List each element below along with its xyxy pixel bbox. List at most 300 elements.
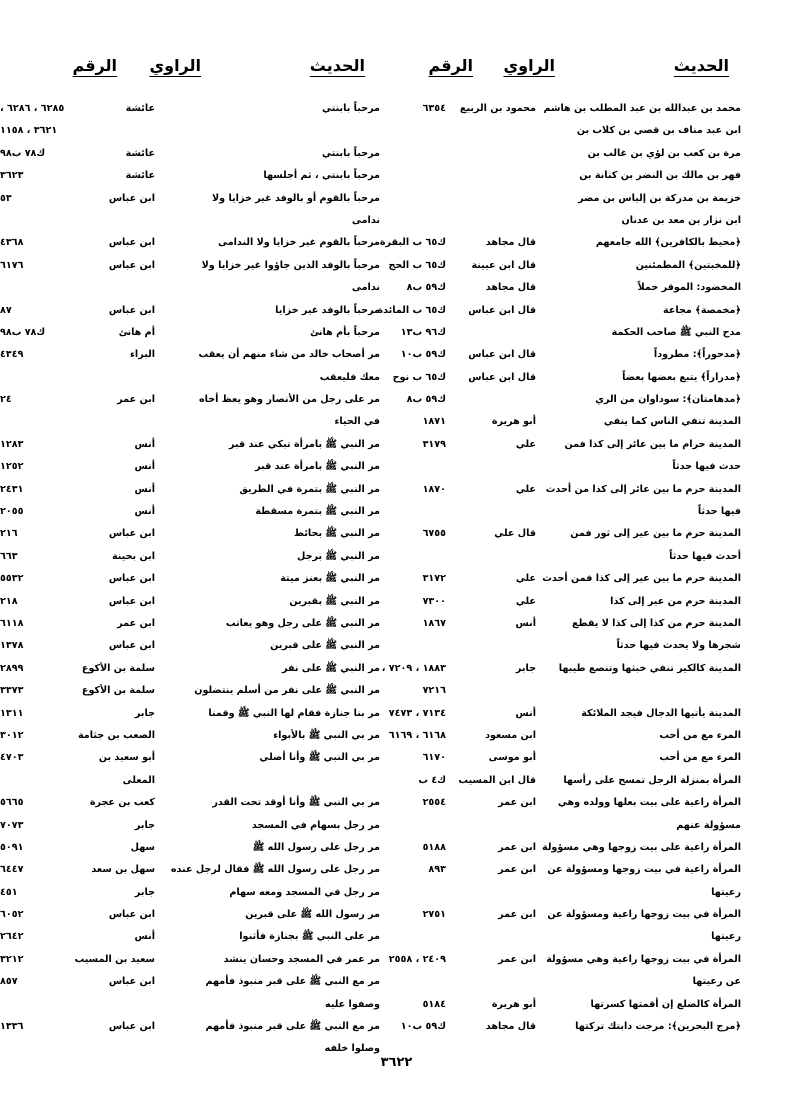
page-number: ٣٦٢٢ xyxy=(380,1055,413,1070)
index-row xyxy=(0,568,380,590)
index-row xyxy=(361,971,741,993)
rawi-text: سهل بن سعد xyxy=(91,864,155,876)
rawi-text: ابن عمر xyxy=(117,394,155,406)
index-row xyxy=(361,613,741,635)
index-row xyxy=(361,546,741,568)
raqm-text: ٦٠٥٢ xyxy=(0,909,24,921)
raqm-text: ٧٠٧٣ xyxy=(0,819,24,831)
hadith-text: ﴿مخمصة﴾ مجاعة xyxy=(663,304,741,316)
rawi-text: ابن عباس xyxy=(108,1021,155,1033)
index-row xyxy=(0,971,380,993)
raqm-text: ٦٦٣ xyxy=(0,550,18,562)
hadith-text: ﴿مدهامتان﴾: سوداوان من الري xyxy=(595,394,741,406)
hadith-text: مر رجل على رسول الله ﷺ xyxy=(252,841,380,853)
rawi-text: قال ابن عباس xyxy=(468,371,536,383)
rawi-text: علي xyxy=(515,573,536,585)
raqm-text: ٤٧٠٣ xyxy=(0,752,24,764)
raqm-text: ٢٦٤٢ xyxy=(0,931,24,943)
index-row xyxy=(361,98,741,120)
rawi-text: أبو موسى xyxy=(488,752,536,764)
index-row xyxy=(361,165,741,187)
hadith-text: أحدث فيها حدثاً xyxy=(669,550,741,562)
raqm-text: ٢٧٥١ xyxy=(422,909,446,921)
rawi-text: سهل xyxy=(130,841,155,853)
hadith-text: رعيتها xyxy=(711,931,741,943)
hadith-text: مر على رجل من الأنصار وهو يعظ أخاه xyxy=(198,394,380,406)
hadith-text: حدث فيها حدثاً xyxy=(672,461,741,473)
index-row xyxy=(0,837,380,859)
rawi-text: ابن عباس xyxy=(108,192,155,204)
raqm-text: ١٢٥٢ xyxy=(0,461,24,473)
rawi-text: أبو هريرة xyxy=(491,998,536,1010)
hadith-text: مر عمر في المسجد وحسان ينشد xyxy=(223,953,380,965)
hadith-text: مرحباً بالوفد غير خزايا xyxy=(275,304,380,316)
raqm-text: ٢٤ xyxy=(0,394,12,406)
hadith-text: محمد بن عبدالله بن عبد المطلب بن هاشم xyxy=(543,103,741,114)
hadith-text: المرأة راعية على بيت بعلها وولده وهي xyxy=(557,797,741,809)
hadith-text: ﴿محيط بالكافرين﴾ الله جامعهم xyxy=(595,237,741,249)
rawi-text: جابر xyxy=(134,707,155,719)
hadith-text: في الحياء xyxy=(334,416,380,428)
rawi-text: أم هانئ xyxy=(118,326,155,338)
index-row xyxy=(0,613,380,635)
index-row xyxy=(0,456,380,478)
hadith-text: المرء مع من أحب xyxy=(659,729,741,741)
index-row xyxy=(0,770,380,792)
index-row xyxy=(361,389,741,411)
raqm-text: ٢٤٠٩ ، ٢٥٥٨ xyxy=(388,953,446,965)
raqm-text: ٨٩٣ xyxy=(428,864,446,876)
rawi-text: ابن عمر xyxy=(498,864,536,876)
index-row xyxy=(361,770,741,792)
raqm-text: ٥٣ xyxy=(0,192,12,204)
index-row xyxy=(0,882,380,904)
raqm-text: ١٨٧٠ xyxy=(422,483,446,495)
index-row xyxy=(361,904,741,926)
index-row xyxy=(0,277,380,299)
hadith-text: مرحباً بابنتي xyxy=(321,147,380,159)
raqm-text: ٧٣٠٠ xyxy=(422,595,446,607)
rawi-text: أنس xyxy=(134,438,155,450)
index-row xyxy=(0,322,380,344)
index-row xyxy=(361,523,741,545)
hadith-text: مر رجل بسهام في المسجد xyxy=(251,819,380,831)
hadith-text: المخضود: الموقر حملاً xyxy=(637,282,741,294)
index-row xyxy=(0,255,380,277)
index-row xyxy=(0,725,380,747)
raqm-text: ٥١٨٨ xyxy=(422,841,446,853)
rawi-text: أنس xyxy=(134,483,155,495)
hadith-text: مدح النبي ﷺ صاحب الحكمة xyxy=(611,326,741,338)
hadith-text: مر النبي ﷺ بحائط xyxy=(294,528,380,540)
index-row xyxy=(0,300,380,322)
index-row xyxy=(0,904,380,926)
hadith-text: رعيتها xyxy=(711,886,741,898)
raqm-text: ٤٥١ xyxy=(0,886,18,898)
hadith-text: ﴿مدحوراً﴾: مطروداً xyxy=(653,349,741,361)
hadith-text: مر رسول الله ﷺ على قبرين xyxy=(245,909,380,921)
index-row xyxy=(0,747,380,769)
raqm-text: ك٥٩ ب٨ xyxy=(406,394,446,406)
hadith-text: فهر بن مالك بن النضر بن كنانة بن xyxy=(579,170,741,182)
index-row xyxy=(361,837,741,859)
rawi-text: قال مجاهد xyxy=(485,1021,536,1033)
index-row xyxy=(0,120,380,142)
hadith-text: ﴿مرج البحرين﴾: مرجت دابتك تركتها xyxy=(575,1021,741,1033)
hadith-text: المدينة حرم من عير إلى كذا xyxy=(610,595,741,607)
raqm-text: ٣٦٢٣ xyxy=(0,170,24,182)
index-row xyxy=(0,367,380,389)
rawi-text: ابن عمر xyxy=(117,617,155,629)
index-row xyxy=(361,658,741,680)
raqm-text: ٢٨٩٩ xyxy=(0,662,24,674)
raqm-text: ٦١٧٦ xyxy=(0,259,24,271)
header-raqm-right: الرقم xyxy=(428,56,473,75)
hadith-text: المدينة تنفي الناس كما ينفي xyxy=(603,416,741,428)
raqm-text: ١٢٨٣ xyxy=(0,438,24,450)
index-row xyxy=(0,926,380,948)
hadith-text: مر النبي ﷺ بامرأة تبكي عند قبر xyxy=(228,438,380,450)
index-row xyxy=(361,411,741,433)
rawi-text: أنس xyxy=(515,617,536,629)
hadith-text: المرأة بمنزلة الرجل تمسح على رأسها xyxy=(563,774,741,786)
index-row xyxy=(0,344,380,366)
hadith-text: مر بي النبي ﷺ بالأبواء xyxy=(273,729,380,741)
header-rawi-right: الراوي xyxy=(503,56,555,75)
raqm-text: ك٤ ب xyxy=(418,774,446,786)
raqm-text: ١٣٧٨ xyxy=(0,640,24,652)
index-row xyxy=(0,98,380,120)
raqm-text: ١٣٣٦ xyxy=(0,1021,24,1033)
raqm-text: ٣٢١٢ xyxy=(0,953,24,965)
rawi-text: سعيد بن المسيب xyxy=(74,953,155,965)
hadith-text: المدينة حرم ما بين عير إلى كذا فمن أحدث xyxy=(542,573,741,585)
index-row xyxy=(361,882,741,904)
rawi-text: ابن عباس xyxy=(108,259,155,271)
raqm-text: ٢٥٥٤ xyxy=(422,797,446,809)
rawi-text: أنس xyxy=(134,506,155,518)
index-row xyxy=(0,591,380,613)
index-row xyxy=(0,658,380,680)
hadith-text: مر أصحاب خالد من شاء منهم أن يعقب xyxy=(198,349,380,361)
hadith-text: مر على النبي ﷺ بجنازة فأثنوا xyxy=(239,931,380,943)
raqm-text: ١٨٨٣ ، ٧٢٠٩ ، xyxy=(381,662,446,674)
rawi-text: قال ابن عباس xyxy=(468,304,536,316)
hadith-text: مرة بن كعب بن لؤي بن غالب بن xyxy=(587,147,741,159)
raqm-text: ٣٠١٢ xyxy=(0,729,24,741)
rawi-text: جابر xyxy=(515,662,536,674)
index-row xyxy=(361,210,741,232)
hadith-text: مر النبي ﷺ برجل xyxy=(297,550,380,562)
hadith-text: ابن عبد مناف بن قصي بن كلاب بن xyxy=(576,125,741,137)
hadith-text: ابن نزار بن معد بن عدنان xyxy=(621,214,741,226)
index-row xyxy=(0,523,380,545)
hadith-text: عن رعيتها xyxy=(692,976,741,988)
hadith-text: المرأة راعية على بيت زوجها وهي مسؤولة xyxy=(542,841,741,853)
raqm-text: ٥٠٩١ xyxy=(0,841,24,853)
index-row xyxy=(361,120,741,142)
rawi-text: ابن عمر xyxy=(498,797,536,809)
rawi-text: عائشة xyxy=(125,170,155,182)
rawi-text: الصعب بن جثامة xyxy=(77,729,155,741)
index-row xyxy=(361,232,741,254)
raqm-text: ٧١٣٤ ، ٧٤٧٣ xyxy=(388,707,446,719)
raqm-text: ك٦٥ ب البقرة xyxy=(379,237,446,249)
raqm-text: ك٥٩ ب١٠ xyxy=(400,349,446,361)
hadith-text: مر مع النبي ﷺ على قبر منبوذ فأمهم xyxy=(205,976,380,988)
index-row xyxy=(361,747,741,769)
raqm-text: ٣٣٧٣ xyxy=(0,685,24,697)
rawi-text: ابن عباس xyxy=(108,595,155,607)
index-row xyxy=(361,994,741,1016)
index-row xyxy=(0,815,380,837)
hadith-text: مرحباً بأم هانئ xyxy=(310,326,380,338)
raqm-text: ٦٣٥٤ xyxy=(422,103,446,114)
rawi-text: ابن عباس xyxy=(108,976,155,988)
index-row xyxy=(0,389,380,411)
index-row xyxy=(361,680,741,702)
left-column xyxy=(0,98,380,1061)
rawi-text: ابن عمر xyxy=(498,909,536,921)
rawi-text: قال ابن عباس xyxy=(468,349,536,361)
raqm-text: ك٦٥ ب المائدة xyxy=(377,304,446,316)
hadith-text: مرحباً بالقوم غير خزايا ولا الندامى xyxy=(217,237,380,249)
rawi-text: عائشة xyxy=(125,103,155,114)
hadith-text: مرحباً بابنتي ، ثم أجلسها xyxy=(263,170,380,182)
rawi-text: علي xyxy=(515,483,536,495)
rawi-text: ابن عباس xyxy=(108,573,155,585)
raqm-text: ٨٥٧ xyxy=(0,976,18,988)
index-row xyxy=(361,501,741,523)
raqm-text: ٤٣٦٨ xyxy=(0,237,24,249)
rawi-text: ابن مسعود xyxy=(485,729,536,741)
index-row xyxy=(0,411,380,433)
index-row xyxy=(361,949,741,971)
rawi-text: علي xyxy=(515,595,536,607)
rawi-text: أبو سعيد بن xyxy=(98,752,155,764)
hadith-text: مر النبي ﷺ بقبرين xyxy=(289,595,380,607)
index-row xyxy=(0,546,380,568)
hadith-text: وصفوا عليه xyxy=(325,998,380,1010)
hadith-text: ندامى xyxy=(351,214,380,226)
hadith-text: مرحباً بالقوم أو بالوفد غير خزايا ولا xyxy=(212,192,380,204)
rawi-text: ابن عباس xyxy=(108,640,155,652)
hadith-text: مر النبي ﷺ على قبرين xyxy=(270,640,380,652)
raqm-text: ٣١٧٢ xyxy=(422,573,446,585)
hadith-text: مر النبي ﷺ على نفر xyxy=(282,662,380,674)
index-row xyxy=(361,926,741,948)
index-row xyxy=(361,591,741,613)
rawi-text: أنس xyxy=(515,707,536,719)
hadith-text: المرأة كالضلع إن أقمتها كسرتها xyxy=(590,998,741,1010)
index-row xyxy=(361,568,741,590)
rawi-text: ابن عباس xyxy=(108,304,155,316)
rawi-text: ابن عمر xyxy=(498,953,536,965)
rawi-text: ابن عباس xyxy=(108,237,155,249)
hadith-text: مر بي النبي ﷺ وأنا أوقد تحت القدر xyxy=(212,797,380,809)
index-row xyxy=(361,277,741,299)
index-row xyxy=(0,949,380,971)
index-row xyxy=(361,300,741,322)
hadith-text: مر رجل على رسول الله ﷺ فقال لرجل عنده xyxy=(170,864,380,876)
hadith-text: ﴿للمخبتين﴾ المطمئنين xyxy=(635,259,741,271)
hadith-text: ندامى xyxy=(351,282,380,294)
index-row xyxy=(361,479,741,501)
hadith-text: مر النبي ﷺ بتمرة مسقطة xyxy=(255,506,380,518)
hadith-text: وصلوا خلفه xyxy=(324,1043,380,1055)
raqm-text: ٨٧ xyxy=(0,304,12,316)
hadith-text: المدينة حرم ما بين عير إلى ثور فمن xyxy=(570,528,741,540)
raqm-text: ٦٧٥٥ xyxy=(422,528,446,540)
raqm-text: ٤٣٤٩ xyxy=(0,349,24,361)
hadith-text: المرأة راعية في بيت زوجها ومسؤولة عن xyxy=(547,864,741,876)
raqm-text: ٣٦٢١ ، ١١٥٨ xyxy=(0,125,58,137)
rawi-text: البراء xyxy=(130,349,155,361)
right-column xyxy=(361,98,741,1038)
raqm-text: ٣١٧٩ xyxy=(422,438,446,450)
index-row xyxy=(0,434,380,456)
index-row xyxy=(0,210,380,232)
raqm-text: ٢١٨ xyxy=(0,595,18,607)
index-row xyxy=(361,792,741,814)
rawi-text: قال مجاهد xyxy=(485,237,536,249)
index-row xyxy=(361,434,741,456)
index-row xyxy=(361,859,741,881)
rawi-text: ابن عباس xyxy=(108,528,155,540)
hadith-text: مر النبي ﷺ بعنز ميتة xyxy=(280,573,380,585)
raqm-text: ٦٤٤٧ xyxy=(0,864,24,876)
hadith-text: المدينة كالكير تنفي خبثها وتنصع طيبها xyxy=(558,662,741,674)
hadith-text: مسؤولة عنهم xyxy=(676,819,741,831)
hadith-text: مر مع النبي ﷺ على قبر منبوذ فأمهم xyxy=(205,1021,380,1033)
hadith-text: مرحباً بابنتي xyxy=(321,103,380,114)
hadith-text: المدينة حرم ما بين عائر إلى كذا من أحدث xyxy=(545,483,741,495)
hadith-text: المرأة في بيت زوجها راعية وهي مسؤولة xyxy=(546,953,741,965)
raqm-text: ك٧٨ ب٩٨ xyxy=(0,147,46,159)
hadith-text: ﴿مدراراً﴾ يتبع بعضها بعضاً xyxy=(622,371,741,383)
raqm-text: ٦٢٨٥ ، ٦٢٨٦ ، xyxy=(0,103,65,114)
index-row xyxy=(0,232,380,254)
rawi-text: ابن عباس xyxy=(108,909,155,921)
rawi-text: قال ابن عيينة xyxy=(471,259,536,271)
index-row xyxy=(361,725,741,747)
raqm-text: ك٧٨ ب٩٨ xyxy=(0,326,46,338)
raqm-text: ٦١٧٠ xyxy=(422,752,446,764)
raqm-text: ١٨٦٧ xyxy=(422,617,446,629)
index-row xyxy=(0,165,380,187)
index-row xyxy=(361,635,741,657)
hadith-text: شجرها ولا يحدث فيها حدثاً xyxy=(616,640,741,652)
header-hadith-right: الحديث xyxy=(673,56,729,75)
rawi-text: سلمة بن الأكوع xyxy=(81,685,155,697)
index-row xyxy=(0,479,380,501)
rawi-text: قال مجاهد xyxy=(485,282,536,294)
header-rawi-left: الراوي xyxy=(149,56,201,75)
hadith-text: مر النبي ﷺ بتمرة في الطريق xyxy=(239,483,380,495)
index-row xyxy=(0,703,380,725)
rawi-text: أنس xyxy=(134,931,155,943)
rawi-text: علي xyxy=(515,438,536,450)
hadith-text: مرحباً بالوفد الذين جاؤوا غير خزايا ولا xyxy=(201,259,380,271)
raqm-text: ٧٢١٦ xyxy=(422,685,446,697)
rawi-text: المعلى xyxy=(122,774,155,786)
rawi-text: عائشة xyxy=(125,147,155,159)
index-row xyxy=(0,680,380,702)
rawi-text: سلمة بن الأكوع xyxy=(81,662,155,674)
index-row xyxy=(361,344,741,366)
index-row xyxy=(361,322,741,344)
hadith-text: المدينة حرم من كذا إلى كذا لا يقطع xyxy=(571,617,741,629)
index-row xyxy=(0,501,380,523)
index-row xyxy=(361,143,741,165)
index-row xyxy=(361,815,741,837)
index-row xyxy=(0,635,380,657)
rawi-text: جابر xyxy=(134,819,155,831)
raqm-text: ٥٦٦٥ xyxy=(0,797,24,809)
raqm-text: ٥١٨٤ xyxy=(422,998,446,1010)
header-raqm-left: الرقم xyxy=(72,56,117,75)
index-row xyxy=(361,367,741,389)
hadith-text: مر النبي ﷺ بامرأة عند قبر xyxy=(255,461,380,473)
rawi-text: قال علي xyxy=(494,528,536,540)
rawi-text: أبو هريرة xyxy=(491,416,536,428)
raqm-text: ١٨٧١ xyxy=(422,416,446,428)
index-row xyxy=(0,1016,380,1038)
raqm-text: ٢١٦ xyxy=(0,528,18,540)
raqm-text: ٦١١٨ xyxy=(0,617,24,629)
hadith-text: المدينة يأتيها الدجال فيجد الملائكة xyxy=(581,707,741,719)
hadith-text: مر بنا جنازة فقام لها النبي ﷺ وقمنا xyxy=(208,707,380,719)
rawi-text: ابن بحينة xyxy=(111,550,155,562)
hadith-text: مر رجل في المسجد ومعه سهام xyxy=(229,886,380,898)
hadith-text: فيها حدثاً xyxy=(697,506,741,518)
index-row xyxy=(361,255,741,277)
rawi-text: ابن عمر xyxy=(498,841,536,853)
index-row xyxy=(361,456,741,478)
hadith-text: معك فليعقب xyxy=(319,371,380,383)
hadith-text: مر بي النبي ﷺ وأنا أصلي xyxy=(259,752,380,764)
raqm-text: ١٣١١ xyxy=(0,707,24,719)
hadith-text: خزيمة بن مدركة بن إلياس بن مضر xyxy=(578,192,741,204)
raqm-text: ك٦٥ ب الحج xyxy=(388,259,446,271)
index-row xyxy=(361,1016,741,1038)
rawi-text: جابر xyxy=(134,886,155,898)
rawi-text: كعب بن عجرة xyxy=(89,797,155,809)
hadith-text: المرأة في بيت زوجها راعية ومسؤولة عن xyxy=(547,909,741,921)
index-row xyxy=(0,188,380,210)
rawi-text: محمود بن الربيع xyxy=(459,103,536,114)
index-row xyxy=(361,703,741,725)
index-row xyxy=(0,859,380,881)
hadith-text: مر النبي ﷺ على نفر من أسلم ينتضلون xyxy=(194,685,380,697)
raqm-text: ٢٤٣١ xyxy=(0,483,24,495)
raqm-text: ك٦٥ ب نوح xyxy=(392,371,446,383)
raqm-text: ٦١٦٨ ، ٦١٦٩ xyxy=(388,729,446,741)
index-row xyxy=(0,994,380,1016)
hadith-text: المدينة حرام ما بين عائر إلى كذا فمن xyxy=(564,438,741,450)
rawi-text: قال ابن المسيب xyxy=(458,774,536,786)
index-row xyxy=(0,143,380,165)
rawi-text: أنس xyxy=(134,461,155,473)
raqm-text: ك٥٩ ب١٠ xyxy=(400,1021,446,1033)
raqm-text: ٢٠٥٥ xyxy=(0,506,24,518)
hadith-text: المرء مع من أحب xyxy=(659,752,741,764)
index-row xyxy=(0,792,380,814)
raqm-text: ك٥٩ ب٨ xyxy=(406,282,446,294)
raqm-text: ٥٥٣٢ xyxy=(0,573,24,585)
raqm-text: ك٩٦ ب١٣ xyxy=(400,326,446,338)
index-row xyxy=(361,188,741,210)
